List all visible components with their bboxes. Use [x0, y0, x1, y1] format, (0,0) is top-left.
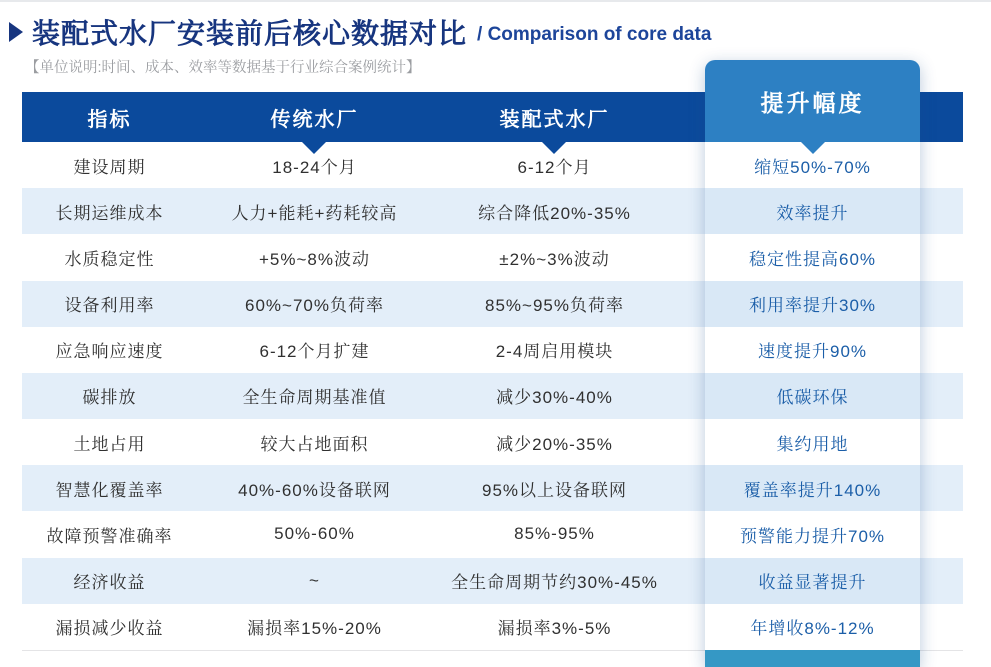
cell-improvement: 集约用地 [776, 434, 849, 454]
cell-prefab: 85%-95% [514, 524, 595, 544]
cell-indicator: 碳排放 [82, 388, 137, 408]
cell-traditional: 漏损率15%-20% [247, 619, 382, 639]
card-rows [705, 142, 920, 650]
cell-traditional: 40%-60%设备联网 [238, 480, 391, 500]
cell-prefab: 2-4周启用模块 [495, 342, 614, 362]
cell-improvement: 年增收8%-12% [750, 619, 875, 639]
cell-improvement: 收益显著提升 [705, 558, 920, 604]
cell-improvement: 低碳环保 [705, 373, 920, 419]
card-footer-bar [705, 650, 920, 667]
cell-prefab: 95%以上设备联网 [481, 480, 628, 500]
cell-traditional: +5%~8%波动 [259, 249, 370, 269]
cell-prefab: 6-12个月 [517, 157, 592, 177]
cell-traditional: 较大占地面积 [260, 434, 369, 454]
cell-indicator: 漏损减少收益 [55, 619, 164, 639]
cell-improvement: 预警能力提升70% [739, 526, 886, 546]
cell-indicator: 故障预警准确率 [46, 526, 173, 546]
cell-prefab: 综合降低20%-35% [478, 203, 631, 223]
cell-indicator: 水质稳定性 [64, 249, 155, 269]
header-improvement: 提升幅度 [705, 60, 920, 142]
cell-improvement: 效率提升 [705, 188, 920, 234]
cell-indicator: 长期运维成本 [55, 203, 164, 223]
comparison-table [22, 89, 963, 651]
cell-improvement: 利用率提升30% [705, 281, 920, 327]
cell-traditional: 人力+能耗+药耗较高 [231, 203, 398, 223]
play-triangle-icon [9, 22, 23, 42]
cell-improvement: 覆盖率提升140% [705, 465, 920, 511]
cell-traditional: 50%-60% [274, 524, 355, 544]
cell-indicator: 经济收益 [73, 573, 146, 593]
header-traditional: 传统水厂 [270, 108, 359, 131]
pointer-down-icon [542, 142, 566, 154]
unit-note: 【单位说明:时间、成本、效率等数据基于行业综合案例统计】 [25, 60, 421, 76]
pointer-down-icon [302, 142, 326, 154]
header-indicator: 指标 [87, 108, 132, 131]
cell-indicator: 设备利用率 [64, 296, 155, 316]
cell-traditional: 18-24个月 [272, 157, 357, 177]
cell-traditional: 6-12个月扩建 [259, 342, 370, 362]
cell-traditional: 全生命周期基准值 [242, 388, 387, 408]
cell-indicator: 智慧化覆盖率 [55, 480, 164, 500]
cell-traditional: 60%~70%负荷率 [245, 296, 384, 316]
cell-traditional: ~ [309, 570, 320, 590]
cell-improvement: 稳定性提高60% [748, 249, 877, 269]
cell-indicator: 土地占用 [73, 434, 146, 454]
cell-improvement: 速度提升90% [757, 342, 868, 362]
cell-prefab: ±2%~3%波动 [499, 249, 610, 269]
title-chinese: 装配式水厂安装前后核心数据对比 [32, 18, 468, 49]
page-title [9, 12, 711, 52]
cell-prefab: 全生命周期节约30%-45% [451, 573, 658, 593]
title-english: / Comparison of core data [477, 24, 712, 45]
cell-indicator: 建设周期 [73, 157, 146, 177]
improvement-column-card [705, 60, 920, 667]
cell-prefab: 漏损率3%-5% [497, 619, 612, 639]
pointer-down-icon [801, 142, 825, 154]
cell-prefab: 减少20%-35% [496, 434, 613, 454]
cell-indicator: 应急响应速度 [55, 342, 164, 362]
cell-prefab: 85%~95%负荷率 [485, 296, 624, 316]
cell-prefab: 减少30%-40% [496, 388, 613, 408]
header-prefab: 装配式水厂 [499, 108, 610, 131]
cell-improvement: 缩短50%-70% [754, 157, 871, 177]
